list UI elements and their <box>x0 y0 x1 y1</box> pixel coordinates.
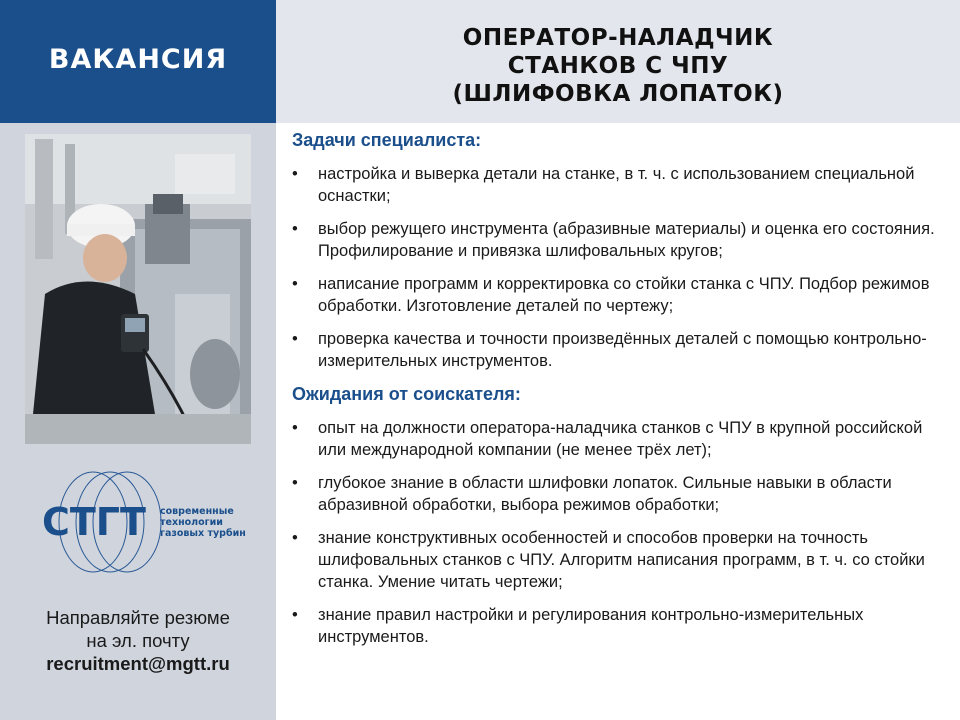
expectations-heading: Ожидания от соискателя: <box>292 384 521 404</box>
list-item: • знание правил настройки и регулирования контрольно-измерительных инструментов. <box>292 604 952 648</box>
vacancy-label: ВАКАНСИЯ <box>48 44 228 75</box>
job-title-line-3: (ШЛИФОВКА ЛОПАТОК) <box>452 81 784 107</box>
job-title-line-1: ОПЕРАТОР-НАЛАДЧИК <box>462 25 774 51</box>
vacancy-badge <box>0 0 276 123</box>
operator-photo <box>25 134 251 444</box>
job-title-line-2: СТАНКОВ С ЧПУ <box>507 53 729 79</box>
contact-block <box>0 606 276 675</box>
contact-line-1: Направляйте резюме <box>46 607 230 628</box>
contact-email[interactable]: recruitment@mgtt.ru <box>46 653 230 674</box>
list-item: • опыт на должности оператора-наладчика станков с ЧПУ в крупной российской или международной компании (не менее трёх лет); <box>292 417 952 461</box>
job-title-band <box>276 0 960 123</box>
job-description <box>292 128 952 648</box>
tasks-heading: Задачи специалиста: <box>292 130 482 150</box>
list-item: • написание программ и корректировка со стойки станка с ЧПУ. Подбор режимов обработки. Изготовление деталей по чертежу; <box>292 273 952 317</box>
logo-mark-text: СТГТ <box>42 500 146 544</box>
logo-text-line-1: современные <box>160 506 234 517</box>
logo-text-line-3: газовых турбин <box>160 528 246 539</box>
list-item: • выбор режущего инструмента (абразивные материалы) и оценка его состояния. Профилирование и привязка шлифовальных кругов; <box>292 218 952 262</box>
tasks-list <box>292 163 952 372</box>
list-item: • проверка качества и точности произведённых деталей с помощью контрольно-измерительных инструментов. <box>292 328 952 372</box>
logo-text-line-2: технологии <box>160 517 223 528</box>
expectations-list <box>292 417 952 648</box>
operator-photo-image <box>25 134 251 444</box>
company-logo-mark <box>38 470 264 580</box>
contact-line-2: на эл. почту <box>86 630 190 651</box>
list-item: • настройка и выверка детали на станке, в т. ч. с использованием специальной оснастки; <box>292 163 952 207</box>
list-item: • знание конструктивных особенностей и способов проверки на точность шлифовальных станков с ЧПУ. Алгоритм написания программ, в т. ч. со стойки станка. Умение читать чертежи; <box>292 527 952 593</box>
left-panel <box>0 0 276 720</box>
company-logo <box>38 470 264 580</box>
list-item: • глубокое знание в области шлифовки лопаток. Сильные навыки в области абразивной обработки, выбора режимов обработки; <box>292 472 952 516</box>
